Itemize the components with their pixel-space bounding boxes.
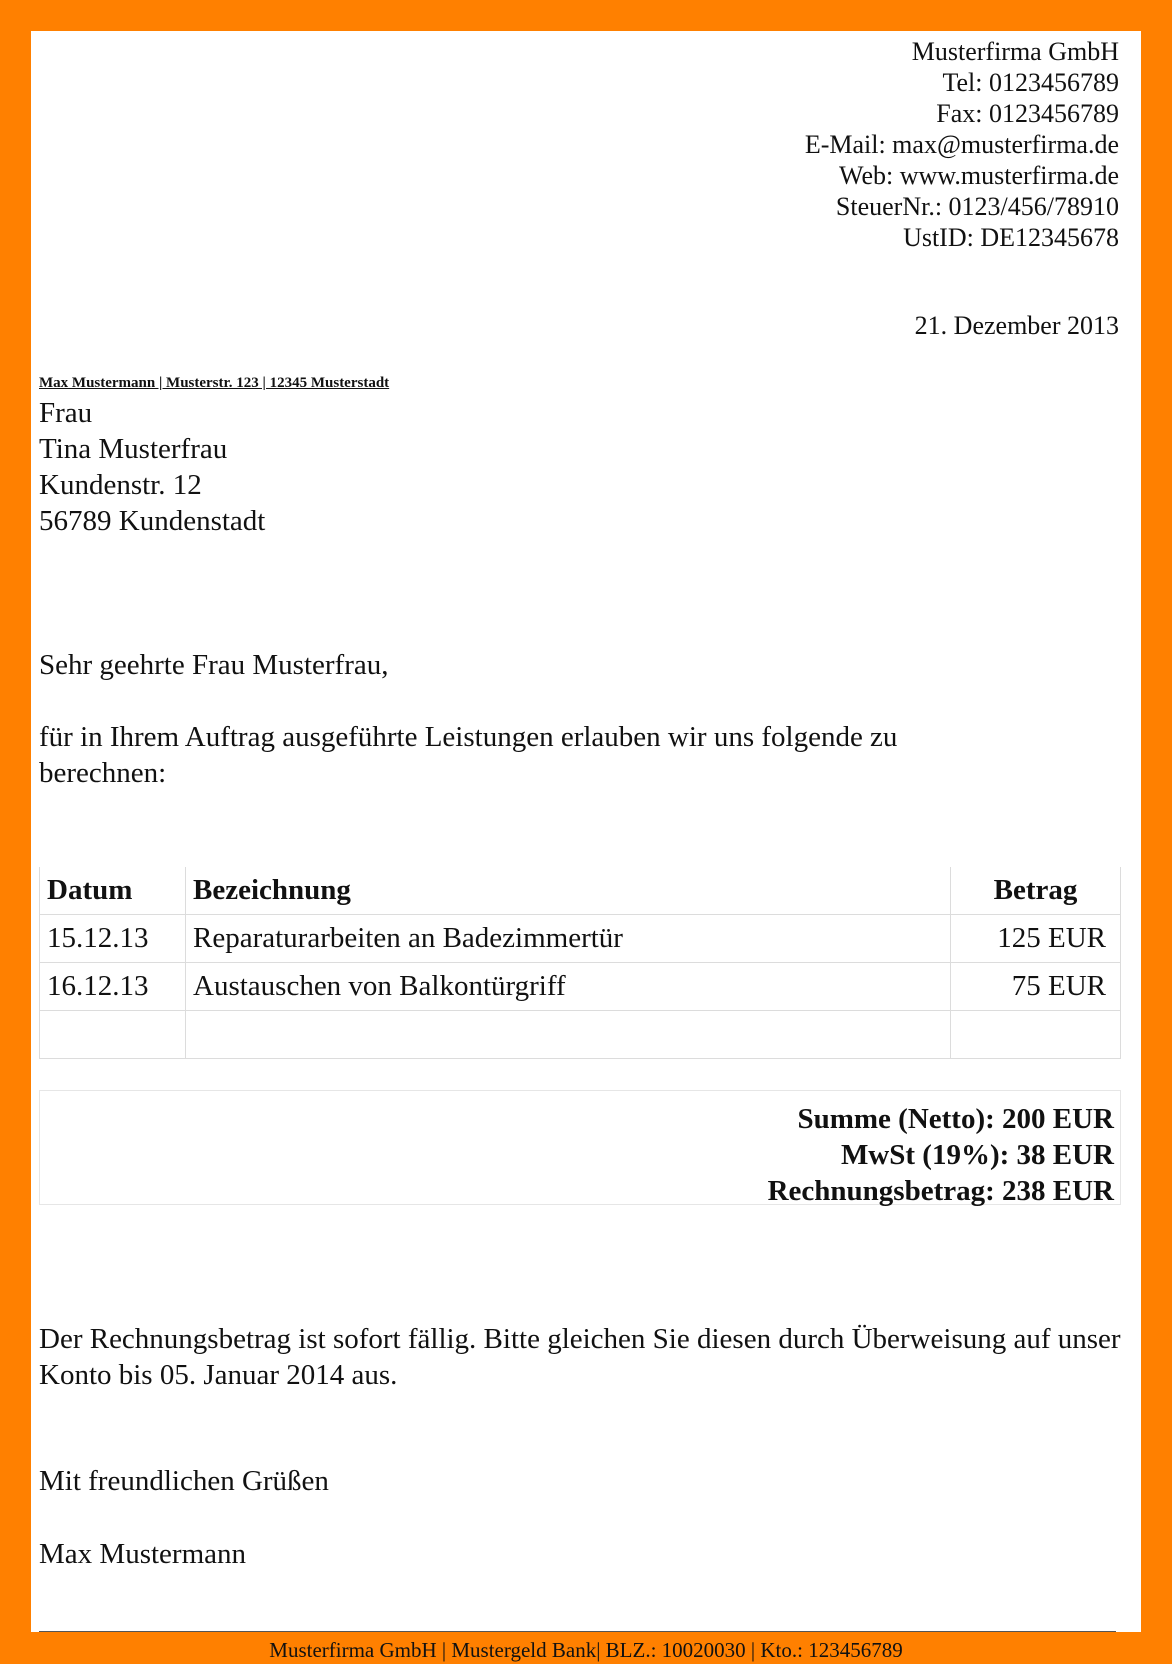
signer-name: Max Mustermann [39,1538,246,1570]
row-amount: 125 EUR [951,915,1121,963]
row-date: 15.12.13 [40,915,186,963]
sender-vat-id: UstID: DE12345678 [903,223,1119,252]
footer-bank-details: Musterfirma GmbH | Mustergeld Bank| BLZ.: 10020030 | Kto.: 123456789 [269,1638,903,1662]
salutation: Sehr geehrte Frau Musterfrau, [39,649,389,681]
row-description: Reparaturarbeiten an Badezimmertür [186,915,951,963]
return-address: Max Mustermann | Musterstr. 123 | 12345 Musterstadt [39,375,390,391]
total-net: Summe (Netto): 200 EUR [797,1103,1114,1135]
invoice-items-table [39,867,1121,1059]
row-amount: 75 EUR [951,963,1121,1011]
sender-tax-number: SteuerNr.: 0123/456/78910 [835,192,1119,221]
recipient-street: Kundenstr. 12 [39,469,202,501]
total-vat: MwSt (19%): 38 EUR [840,1139,1114,1171]
letter-date: 21. Dezember 2013 [914,311,1119,340]
sender-company: Musterfirma GmbH [911,37,1119,66]
sender-email: E-Mail: max@musterfirma.de [804,130,1119,159]
table-header-row [40,867,1121,915]
recipient-city: 56789 Kundenstadt [39,505,266,537]
payment-text: Der Rechnungsbetrag ist sofort fällig. Bitte gleichen Sie diesen durch Überweisung auf unser Konto bis 05. Januar 2014 aus. [39,1323,1121,1391]
row-description: Austauschen von Balkontürgriff [186,963,951,1011]
header-date: Datum [40,867,186,915]
intro-text: für in Ihrem Auftrag ausgeführte Leistungen erlauben wir uns folgende zu berechnen: [39,721,898,789]
sender-web: Web: www.musterfirma.de [839,161,1119,190]
sender-tel: Tel: 0123456789 [942,68,1119,97]
sender-fax: Fax: 0123456789 [936,99,1119,128]
recipient-name: Tina Musterfrau [39,433,228,465]
row-date: 16.12.13 [40,963,186,1011]
header-description: Bezeichnung [186,867,951,915]
sender-block [805,36,1119,253]
table-row [40,1011,1121,1059]
invoice-page [31,31,1141,1662]
closing: Mit freundlichen Grüßen [39,1465,329,1497]
footer-divider [39,1631,1116,1632]
table-row [40,915,1121,963]
recipient-block [39,395,265,539]
row-amount [951,1011,1121,1059]
row-description [186,1011,951,1059]
totals-block [39,1090,1121,1205]
header-amount: Betrag [951,867,1121,915]
total-amount: Rechnungsbetrag: 238 EUR [767,1175,1114,1207]
recipient-title: Frau [39,397,93,429]
table-row [40,963,1121,1011]
row-date [40,1011,186,1059]
